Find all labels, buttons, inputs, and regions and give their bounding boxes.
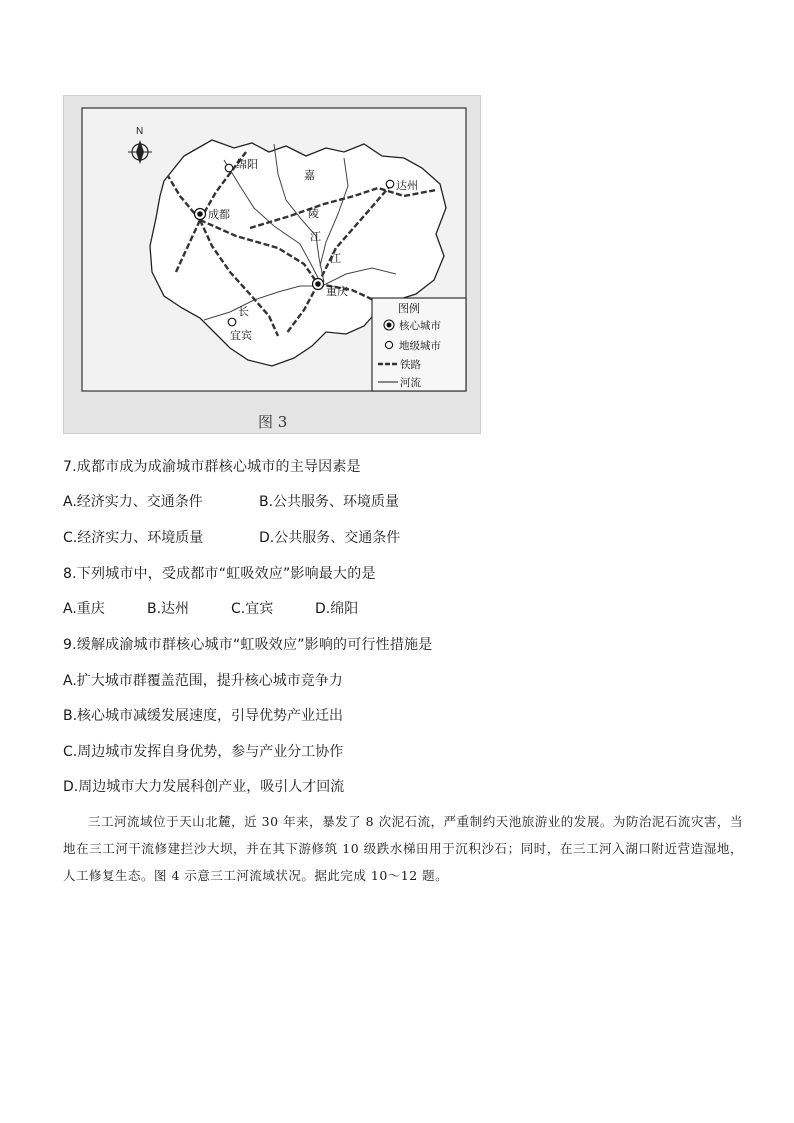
legend [372, 298, 466, 391]
river-label-jiang-2: 江 [330, 252, 341, 265]
city-dazhou-label: 达州 [396, 179, 418, 192]
legend-core-city-label: 核心城市 [399, 320, 441, 332]
question-9-option-d[interactable]: D.周边城市大力发展科创产业，吸引人才回流 [63, 779, 345, 795]
legend-railway-label: 铁路 [400, 359, 421, 371]
river-label-chang: 长 [238, 305, 249, 318]
passage-questions-10-12: 三工河流域位于天山北麓，近 30 年来，暴发了 8 次泥石流，严重制约天池旅游业的发展。为防治泥石流灾害，当地在三工河干流修建拦沙大坝，并在其下游修筑 10 级跌水梯田用于沉积沙石；同时，在三工河入湖口附近营造湿地，人工修复生态。图 4 示意三工河流域状况。据此完成 10～12 题。 [63, 814, 743, 883]
question-7-option-b[interactable]: B.公共服务、环境质量 [259, 494, 400, 510]
river-label-jia: 嘉 [304, 169, 315, 182]
figure-caption: 图 3 [258, 413, 288, 431]
legend-prefecture-city-symbol [385, 341, 392, 348]
question-9-option-b[interactable]: B.核心城市减缓发展速度，引导优势产业迁出 [63, 708, 344, 724]
map-figure-3 [63, 95, 481, 434]
question-7-option-d[interactable]: D.公共服务、交通条件 [259, 530, 401, 546]
question-8-option-d[interactable]: D.绵阳 [315, 601, 359, 617]
question-7-option-c[interactable]: C.经济实力、环境质量 [63, 530, 204, 546]
north-label: N [136, 126, 144, 137]
question-7-stem: 7.成都市成为成渝城市群核心城市的主导因素是 [63, 459, 361, 475]
river-label-jiang-1: 江 [310, 230, 321, 243]
question-8-option-a[interactable]: A.重庆 [63, 601, 105, 617]
city-chongqing-label: 重庆 [326, 285, 348, 298]
question-8-option-c[interactable]: C.宜宾 [231, 601, 274, 617]
map-svg [64, 96, 480, 433]
question-9-option-a[interactable]: A.扩大城市群覆盖范围，提升核心城市竞争力 [63, 673, 343, 689]
question-7-option-a[interactable]: A.经济实力、交通条件 [63, 494, 203, 510]
city-chengdu-label: 成都 [208, 208, 230, 221]
city-mianyang-label: 绵阳 [236, 158, 258, 171]
legend-title: 图例 [398, 302, 420, 315]
city-yibin-label: 宜宾 [230, 329, 252, 342]
question-8-stem: 8.下列城市中，受成都市“虹吸效应”影响最大的是 [63, 566, 376, 582]
city-chengdu [195, 207, 231, 221]
question-9-stem: 9.缓解成渝城市群核心城市“虹吸效应”影响的可行性措施是 [63, 637, 433, 653]
legend-prefecture-city-label: 地级城市 [399, 340, 441, 352]
legend-river-label: 河流 [400, 377, 421, 389]
question-8-option-b[interactable]: B.达州 [147, 601, 190, 617]
river-label-ling: 陵 [308, 207, 319, 220]
question-9-option-c[interactable]: C.周边城市发挥自身优势，参与产业分工协作 [63, 744, 344, 760]
